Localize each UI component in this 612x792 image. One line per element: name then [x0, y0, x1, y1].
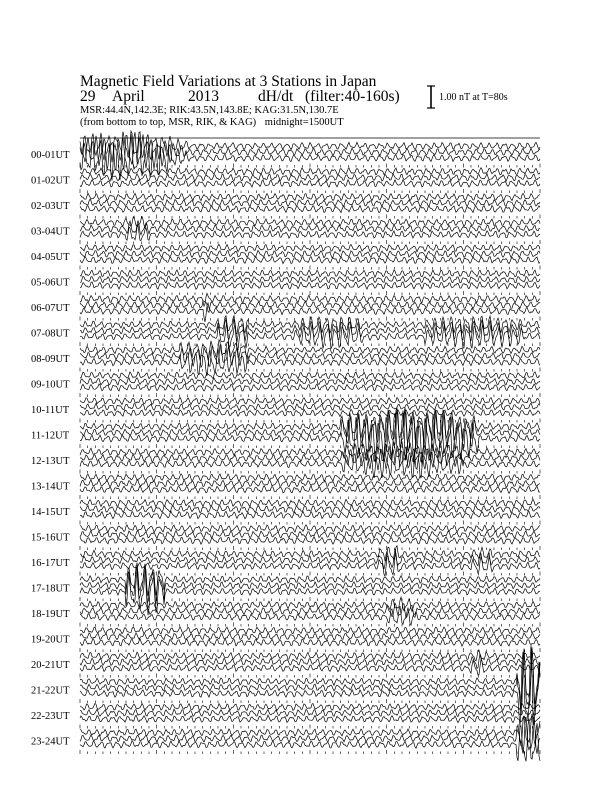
trace-RIK-15-16UT: [80, 531, 540, 539]
row-label-02-03UT: 02-03UT: [31, 201, 70, 212]
trace-KAG-10-11UT: [80, 409, 540, 416]
row-label-11-12UT: 11-12UT: [31, 430, 70, 442]
row-label-19-20UT: 19-20UT: [31, 634, 70, 646]
minute-ticks: [80, 495, 540, 499]
trace-KAG-20-21UT: [80, 659, 540, 675]
trace-MSR-22-23UT: [80, 703, 540, 710]
row-label-06-07UT: 06-07UT: [31, 303, 70, 314]
trace-MSR-05-06UT: [80, 270, 540, 277]
trace-RIK-22-23UT: [80, 709, 540, 717]
trace-RIK-05-06UT: [80, 276, 540, 284]
trace-RIK-04-05UT: [80, 250, 540, 257]
row-label-23-24UT: 23-24UT: [31, 736, 70, 748]
date-day: 29: [80, 88, 96, 105]
trace-KAG-04-05UT: [80, 256, 540, 263]
row-label-00-01UT: 00-01UT: [31, 150, 70, 161]
row-label-17-18UT: 17-18UT: [31, 583, 70, 595]
trace-RIK-02-03UT: [80, 199, 540, 206]
minute-ticks: [80, 648, 540, 652]
trace-KAG-05-06UT: [80, 282, 540, 289]
row-label-01-02UT: 01-02UT: [31, 175, 70, 187]
row-label-10-11UT: 10-11UT: [31, 405, 70, 416]
row-label-13-14UT: 13-14UT: [31, 481, 70, 493]
minute-ticks: [80, 597, 540, 601]
minute-ticks: [80, 674, 540, 678]
minute-ticks: [80, 393, 540, 397]
midnight-text: midnight=1500UT: [264, 117, 344, 128]
minute-ticks: [80, 546, 540, 550]
minute-ticks: [80, 266, 540, 270]
trace-RIK-23-24UT: [80, 717, 540, 754]
trace-KAG-12-13UT: [80, 449, 540, 478]
scale-label: 1.00 nT at T=80s: [439, 92, 508, 103]
trace-MSR-02-03UT: [80, 193, 540, 200]
minute-ticks: [80, 750, 540, 754]
row-label-03-04UT: 03-04UT: [31, 226, 70, 238]
trace-KAG-22-23UT: [80, 715, 540, 723]
trace-KAG-09-10UT: [80, 384, 540, 391]
date-month: April: [112, 88, 145, 105]
trace-MSR-10-11UT: [80, 397, 540, 404]
minute-ticks: [80, 521, 540, 525]
row-label-12-13UT: 12-13UT: [31, 456, 70, 467]
order-text: (from bottom to top, MSR, RIK, & KAG): [80, 117, 257, 128]
trace-KAG-13-14UT: [80, 486, 540, 494]
trace-RIK-10-11UT: [80, 403, 540, 411]
trace-KAG-02-03UT: [80, 205, 540, 212]
trace-RIK-13-14UT: [80, 480, 540, 487]
row-label-08-09UT: 08-09UT: [31, 354, 70, 365]
row-label-05-06UT: 05-06UT: [31, 277, 70, 289]
row-label-16-17UT: 16-17UT: [31, 558, 70, 569]
stations-line: MSR:44.4N,142.3E; RIK:43.5N,143.8E; KAG:31.5N,130.7E: [80, 105, 339, 116]
minute-ticks: [80, 623, 540, 627]
trace-MSR-04-05UT: [80, 244, 540, 251]
row-label-20-21UT: 20-21UT: [31, 660, 70, 671]
minute-ticks: [80, 419, 540, 423]
minute-ticks: [80, 699, 540, 703]
trace-RIK-01-02UT: [80, 174, 540, 182]
trace-MSR-14-15UT: [80, 499, 540, 506]
minute-ticks: [80, 291, 540, 295]
minute-ticks: [80, 470, 540, 474]
trace-RIK-14-15UT: [80, 505, 540, 513]
minute-ticks: [80, 725, 540, 729]
trace-KAG-14-15UT: [80, 511, 540, 518]
row-label-22-23UT: 22-23UT: [31, 711, 70, 722]
minute-ticks: [80, 240, 540, 244]
trace-MSR-19-20UT: [80, 627, 540, 635]
row-label-18-19UT: 18-19UT: [31, 609, 70, 620]
quantity-label: dH/dt: [258, 88, 294, 105]
row-label-07-08UT: 07-08UT: [31, 328, 70, 340]
trace-KAG-15-16UT: [80, 537, 540, 545]
chart-title: Magnetic Field Variations at 3 Stations in Japan: [80, 73, 377, 90]
trace-RIK-19-20UT: [80, 633, 540, 640]
row-label-04-05UT: 04-05UT: [31, 252, 70, 263]
minute-ticks: [80, 215, 540, 219]
row-label-21-22UT: 21-22UT: [31, 685, 70, 697]
filter-label: (filter:40-160s): [305, 88, 400, 105]
row-label-09-10UT: 09-10UT: [31, 379, 70, 391]
row-label-14-15UT: 14-15UT: [31, 507, 70, 518]
trace-MSR-09-10UT: [80, 372, 540, 379]
minute-ticks: [80, 189, 540, 193]
trace-MSR-01-02UT: [80, 168, 540, 176]
minute-ticks: [80, 572, 540, 576]
trace-MSR-13-14UT: [80, 474, 540, 481]
trace-MSR-15-16UT: [80, 525, 540, 533]
row-label-15-16UT: 15-16UT: [31, 532, 70, 544]
trace-RIK-03-04UT: [80, 221, 540, 235]
trace-KAG-19-20UT: [80, 639, 540, 647]
trace-KAG-01-02UT: [80, 180, 540, 187]
minute-ticks: [80, 368, 540, 372]
date-year: 2013: [188, 88, 219, 105]
